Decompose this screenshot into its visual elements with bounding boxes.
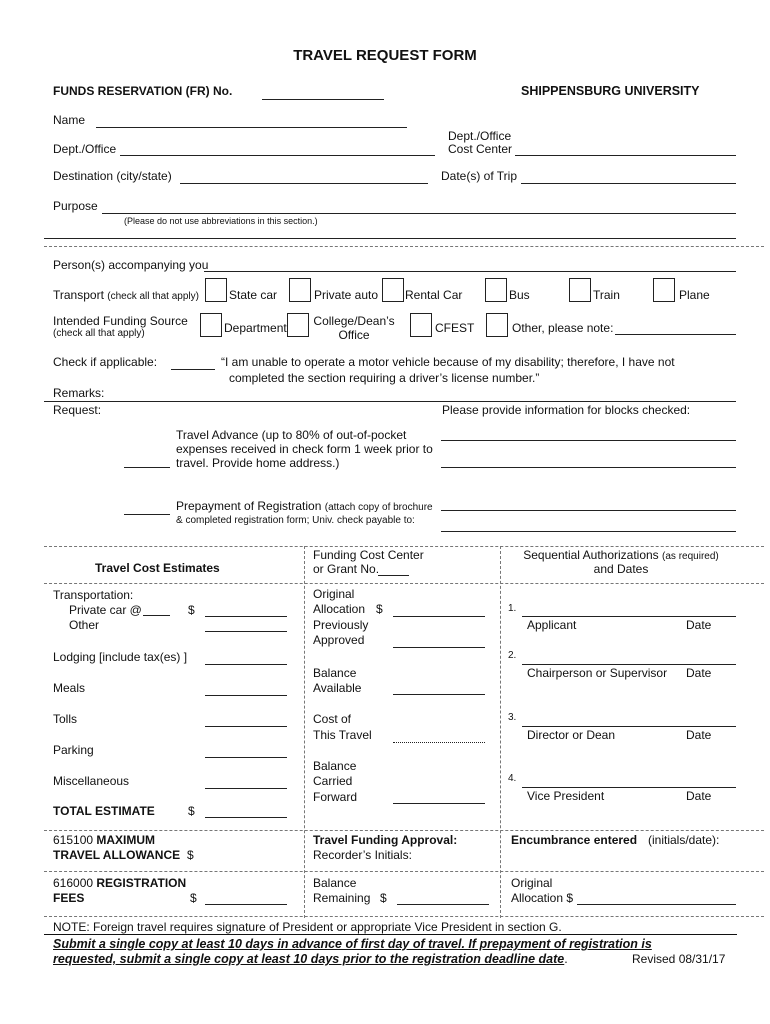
this-travel-label: This Travel	[313, 728, 372, 742]
grid-header-divider	[44, 583, 764, 584]
private-auto-checkbox[interactable]	[289, 278, 311, 302]
college-checkbox[interactable]	[287, 313, 309, 337]
prepay-text-1	[176, 499, 433, 513]
prepay-text-2: & completed registration form; Univ. check payable to:	[176, 515, 415, 526]
grid-bottom-divider	[44, 916, 764, 917]
prepay-check-field[interactable]	[124, 514, 170, 515]
submit-instructions-1: Submit a single copy at least 10 days in advance of first day of travel. If prepayment of registration is	[53, 937, 652, 951]
max-allowance-label-1	[53, 833, 155, 847]
registration-code: 616000	[53, 876, 94, 890]
name-field[interactable]	[96, 127, 407, 128]
grid-col-divider-2	[500, 546, 501, 918]
recorder-initials-label: Recorder’s Initials:	[313, 848, 412, 862]
auth-1-number: 1.	[508, 603, 517, 614]
lodging-amount-field[interactable]	[205, 664, 287, 665]
private-auto-label: Private auto	[314, 288, 379, 302]
director-label: Director or Dean	[527, 728, 616, 742]
other-funding-checkbox[interactable]	[486, 313, 508, 337]
transport-label-note: (check all that apply)	[107, 291, 199, 302]
applicant-signature-field[interactable]	[522, 616, 736, 617]
revised-date: Revised 08/31/17	[632, 952, 726, 966]
plane-checkbox[interactable]	[653, 278, 675, 302]
payable-to-field-2[interactable]	[441, 531, 736, 532]
name-label: Name	[53, 113, 86, 127]
grid-top-divider	[44, 546, 764, 547]
chairperson-label: Chairperson or Supervisor	[527, 666, 668, 680]
dept-office-field[interactable]	[120, 155, 435, 156]
footer-rule	[44, 934, 737, 935]
foreign-travel-note: NOTE: Foreign travel requires signature of President or appropriate Vice President in section G.	[53, 920, 562, 934]
persons-field[interactable]	[204, 271, 736, 272]
director-date-label: Date	[686, 728, 712, 742]
purpose-field[interactable]	[102, 213, 736, 214]
purpose-note: (Please do not use abbreviations in this section.)	[124, 216, 318, 226]
applicable-label: Check if applicable:	[53, 355, 158, 369]
applicant-date-label: Date	[686, 618, 712, 632]
total-estimate-dollar: $	[188, 804, 195, 818]
balance-label: Balance	[313, 666, 357, 680]
remarks-field[interactable]	[44, 401, 736, 402]
previously-label: Previously	[313, 618, 369, 632]
private-car-dollar: $	[188, 603, 195, 617]
registration-fees-field[interactable]	[205, 904, 287, 905]
parking-amount-field[interactable]	[205, 757, 287, 758]
destination-field[interactable]	[180, 183, 428, 184]
grant-number-field[interactable]	[378, 575, 409, 576]
home-address-field-1[interactable]	[441, 440, 736, 441]
university-name: SHIPPENSBURG UNIVERSITY	[521, 84, 700, 98]
department-label: Department	[224, 321, 287, 335]
funding-approval-label: Travel Funding Approval:	[313, 833, 458, 847]
travel-advance-text-2: expenses received in check form 1 week prior to	[176, 442, 433, 456]
director-signature-field[interactable]	[522, 726, 736, 727]
travel-advance-check-field[interactable]	[124, 467, 170, 468]
section-divider	[44, 246, 764, 247]
misc-label: Miscellaneous	[53, 774, 130, 788]
other-transport-amount-field[interactable]	[205, 631, 287, 632]
plane-label: Plane	[679, 288, 710, 302]
authorizations-heading-main: Sequential Authorizations	[523, 548, 659, 562]
allocation-label: Allocation	[313, 602, 366, 616]
cfest-label: CFEST	[435, 321, 475, 335]
state-car-checkbox[interactable]	[205, 278, 227, 302]
original-allocation-field[interactable]	[577, 904, 736, 905]
forward-label: Forward	[313, 790, 358, 804]
misc-amount-field[interactable]	[205, 788, 287, 789]
submit-instructions-2-wrap	[53, 952, 568, 966]
meals-amount-field[interactable]	[205, 695, 287, 696]
fr-number-field[interactable]	[262, 99, 384, 100]
registration-label-2: FEES	[53, 891, 85, 905]
original-allocation-label-2: Allocation $	[511, 891, 574, 905]
available-label: Available	[313, 681, 362, 695]
max-allowance-dollar: $	[187, 848, 194, 862]
transport-label	[53, 288, 199, 302]
purpose-label: Purpose	[53, 199, 98, 213]
chairperson-date-label: Date	[686, 666, 712, 680]
funding-center-heading-1: Funding Cost Center	[313, 548, 424, 562]
prepay-text-note: (attach copy of brochure	[324, 502, 433, 513]
department-checkbox[interactable]	[200, 313, 222, 337]
parking-label: Parking	[53, 743, 94, 757]
dates-label: Date(s) of Trip	[441, 169, 518, 183]
destination-label: Destination (city/state)	[53, 169, 172, 183]
form-title: TRAVEL REQUEST FORM	[293, 47, 477, 64]
private-car-amount-field[interactable]	[205, 616, 287, 617]
allocation-dollar: $	[376, 602, 383, 616]
fr-number-label: FUNDS RESERVATION (FR) No.	[53, 84, 233, 98]
train-label: Train	[593, 288, 620, 302]
encumbrance-initials-label: (initials/date):	[648, 833, 720, 847]
auth-3-number: 3.	[508, 712, 517, 723]
funding-source-label: Intended Funding Source	[53, 314, 188, 328]
transport-label-main: Transport	[53, 288, 104, 302]
balance-available-field[interactable]	[393, 694, 485, 695]
max-allowance-code: 615100	[53, 833, 94, 847]
balance-remaining-field[interactable]	[397, 904, 489, 905]
persons-label: Person(s) accompanying you	[53, 258, 209, 272]
funding-source-note: (check all that apply)	[53, 328, 145, 339]
dates-field[interactable]	[521, 183, 736, 184]
cfest-checkbox[interactable]	[410, 313, 432, 337]
carried-label: Carried	[313, 774, 353, 788]
transportation-label: Transportation:	[53, 588, 134, 602]
bus-checkbox[interactable]	[485, 278, 507, 302]
max-allowance-word: MAXIMUM	[96, 833, 156, 847]
college-label-2: Office	[338, 328, 370, 342]
applicable-check-field[interactable]	[171, 369, 215, 370]
registration-label-1	[53, 876, 186, 890]
registration-dollar: $	[190, 891, 197, 905]
purpose-field-2[interactable]	[44, 238, 736, 239]
request-label: Request:	[53, 403, 102, 417]
submit-instructions-period: .	[564, 952, 568, 966]
cost-of-travel-field[interactable]	[393, 742, 485, 743]
balance-carried-label: Balance	[313, 759, 357, 773]
allocation-field[interactable]	[393, 616, 485, 617]
submit-instructions-2: requested, submit a single copy at least 10 days prior to the registration deadline date	[53, 952, 565, 966]
balance-forward-field[interactable]	[393, 803, 485, 804]
private-car-rate-field[interactable]	[143, 615, 170, 616]
other-funding-label: Other, please note:	[512, 321, 614, 335]
rental-car-checkbox[interactable]	[382, 278, 404, 302]
balance-remaining-label-2: Remaining	[313, 891, 371, 905]
dept-office-label: Dept./Office	[53, 142, 117, 156]
cost-center-label-1: Dept./Office	[448, 129, 512, 143]
private-car-label: Private car @	[69, 603, 142, 617]
auth-4-number: 4.	[508, 773, 517, 784]
cost-center-label-2: Cost Center	[448, 142, 513, 156]
chairperson-signature-field[interactable]	[522, 664, 736, 665]
original-label: Original	[313, 587, 355, 601]
travel-advance-text-3: travel. Provide home address.)	[176, 456, 340, 470]
provide-info-label: Please provide information for blocks checked:	[442, 403, 691, 417]
vice-president-signature-field[interactable]	[522, 787, 736, 788]
authorizations-heading-2: and Dates	[593, 562, 649, 576]
state-car-label: State car	[229, 288, 278, 302]
max-allowance-label-2: TRAVEL ALLOWANCE	[53, 848, 181, 862]
cost-estimates-heading: Travel Cost Estimates	[95, 561, 220, 575]
home-address-field-2[interactable]	[441, 467, 736, 468]
applicant-label: Applicant	[527, 618, 577, 632]
train-checkbox[interactable]	[569, 278, 591, 302]
approved-label: Approved	[313, 633, 365, 647]
college-label-1: College/Dean’s	[313, 314, 395, 328]
total-estimate-field[interactable]	[205, 817, 287, 818]
total-estimate-label: TOTAL ESTIMATE	[53, 804, 155, 818]
original-allocation-label-1: Original	[511, 876, 553, 890]
disability-statement-2: completed the section requiring a driver’s license number.”	[229, 371, 540, 385]
tolls-label: Tolls	[53, 712, 78, 726]
funding-center-heading-2: or Grant No.	[313, 562, 380, 576]
cost-of-label: Cost of	[313, 712, 352, 726]
remarks-label: Remarks:	[53, 386, 105, 400]
grid-col-divider-1	[304, 546, 305, 918]
payable-to-field-1[interactable]	[441, 510, 736, 511]
balance-remaining-dollar: $	[380, 891, 387, 905]
previously-approved-field[interactable]	[393, 647, 485, 648]
prepay-text-main: Prepayment of Registration	[176, 499, 322, 513]
bus-label: Bus	[509, 288, 530, 302]
meals-label: Meals	[53, 681, 86, 695]
other-transport-label: Other	[69, 618, 100, 632]
lodging-label: Lodging [include tax(es) ]	[53, 650, 188, 664]
balance-remaining-label-1: Balance	[313, 876, 357, 890]
rental-car-label: Rental Car	[405, 288, 463, 302]
other-funding-field[interactable]	[615, 334, 736, 335]
travel-advance-text-1: Travel Advance (up to 80% of out-of-pocket	[176, 428, 407, 442]
vice-president-label: Vice President	[527, 789, 605, 803]
cost-center-field[interactable]	[515, 155, 736, 156]
registration-word: REGISTRATION	[96, 876, 187, 890]
vice-president-date-label: Date	[686, 789, 712, 803]
disability-statement-1: “I am unable to operate a motor vehicle because of my disability; therefore, I have not	[221, 355, 675, 369]
authorizations-heading-1	[505, 548, 737, 562]
grid-reg-divider	[44, 871, 764, 872]
authorizations-heading-note: (as required)	[662, 551, 719, 562]
auth-2-number: 2.	[508, 650, 517, 661]
encumbrance-label: Encumbrance entered	[511, 833, 638, 847]
tolls-amount-field[interactable]	[205, 726, 287, 727]
grid-totals-divider	[44, 830, 764, 831]
